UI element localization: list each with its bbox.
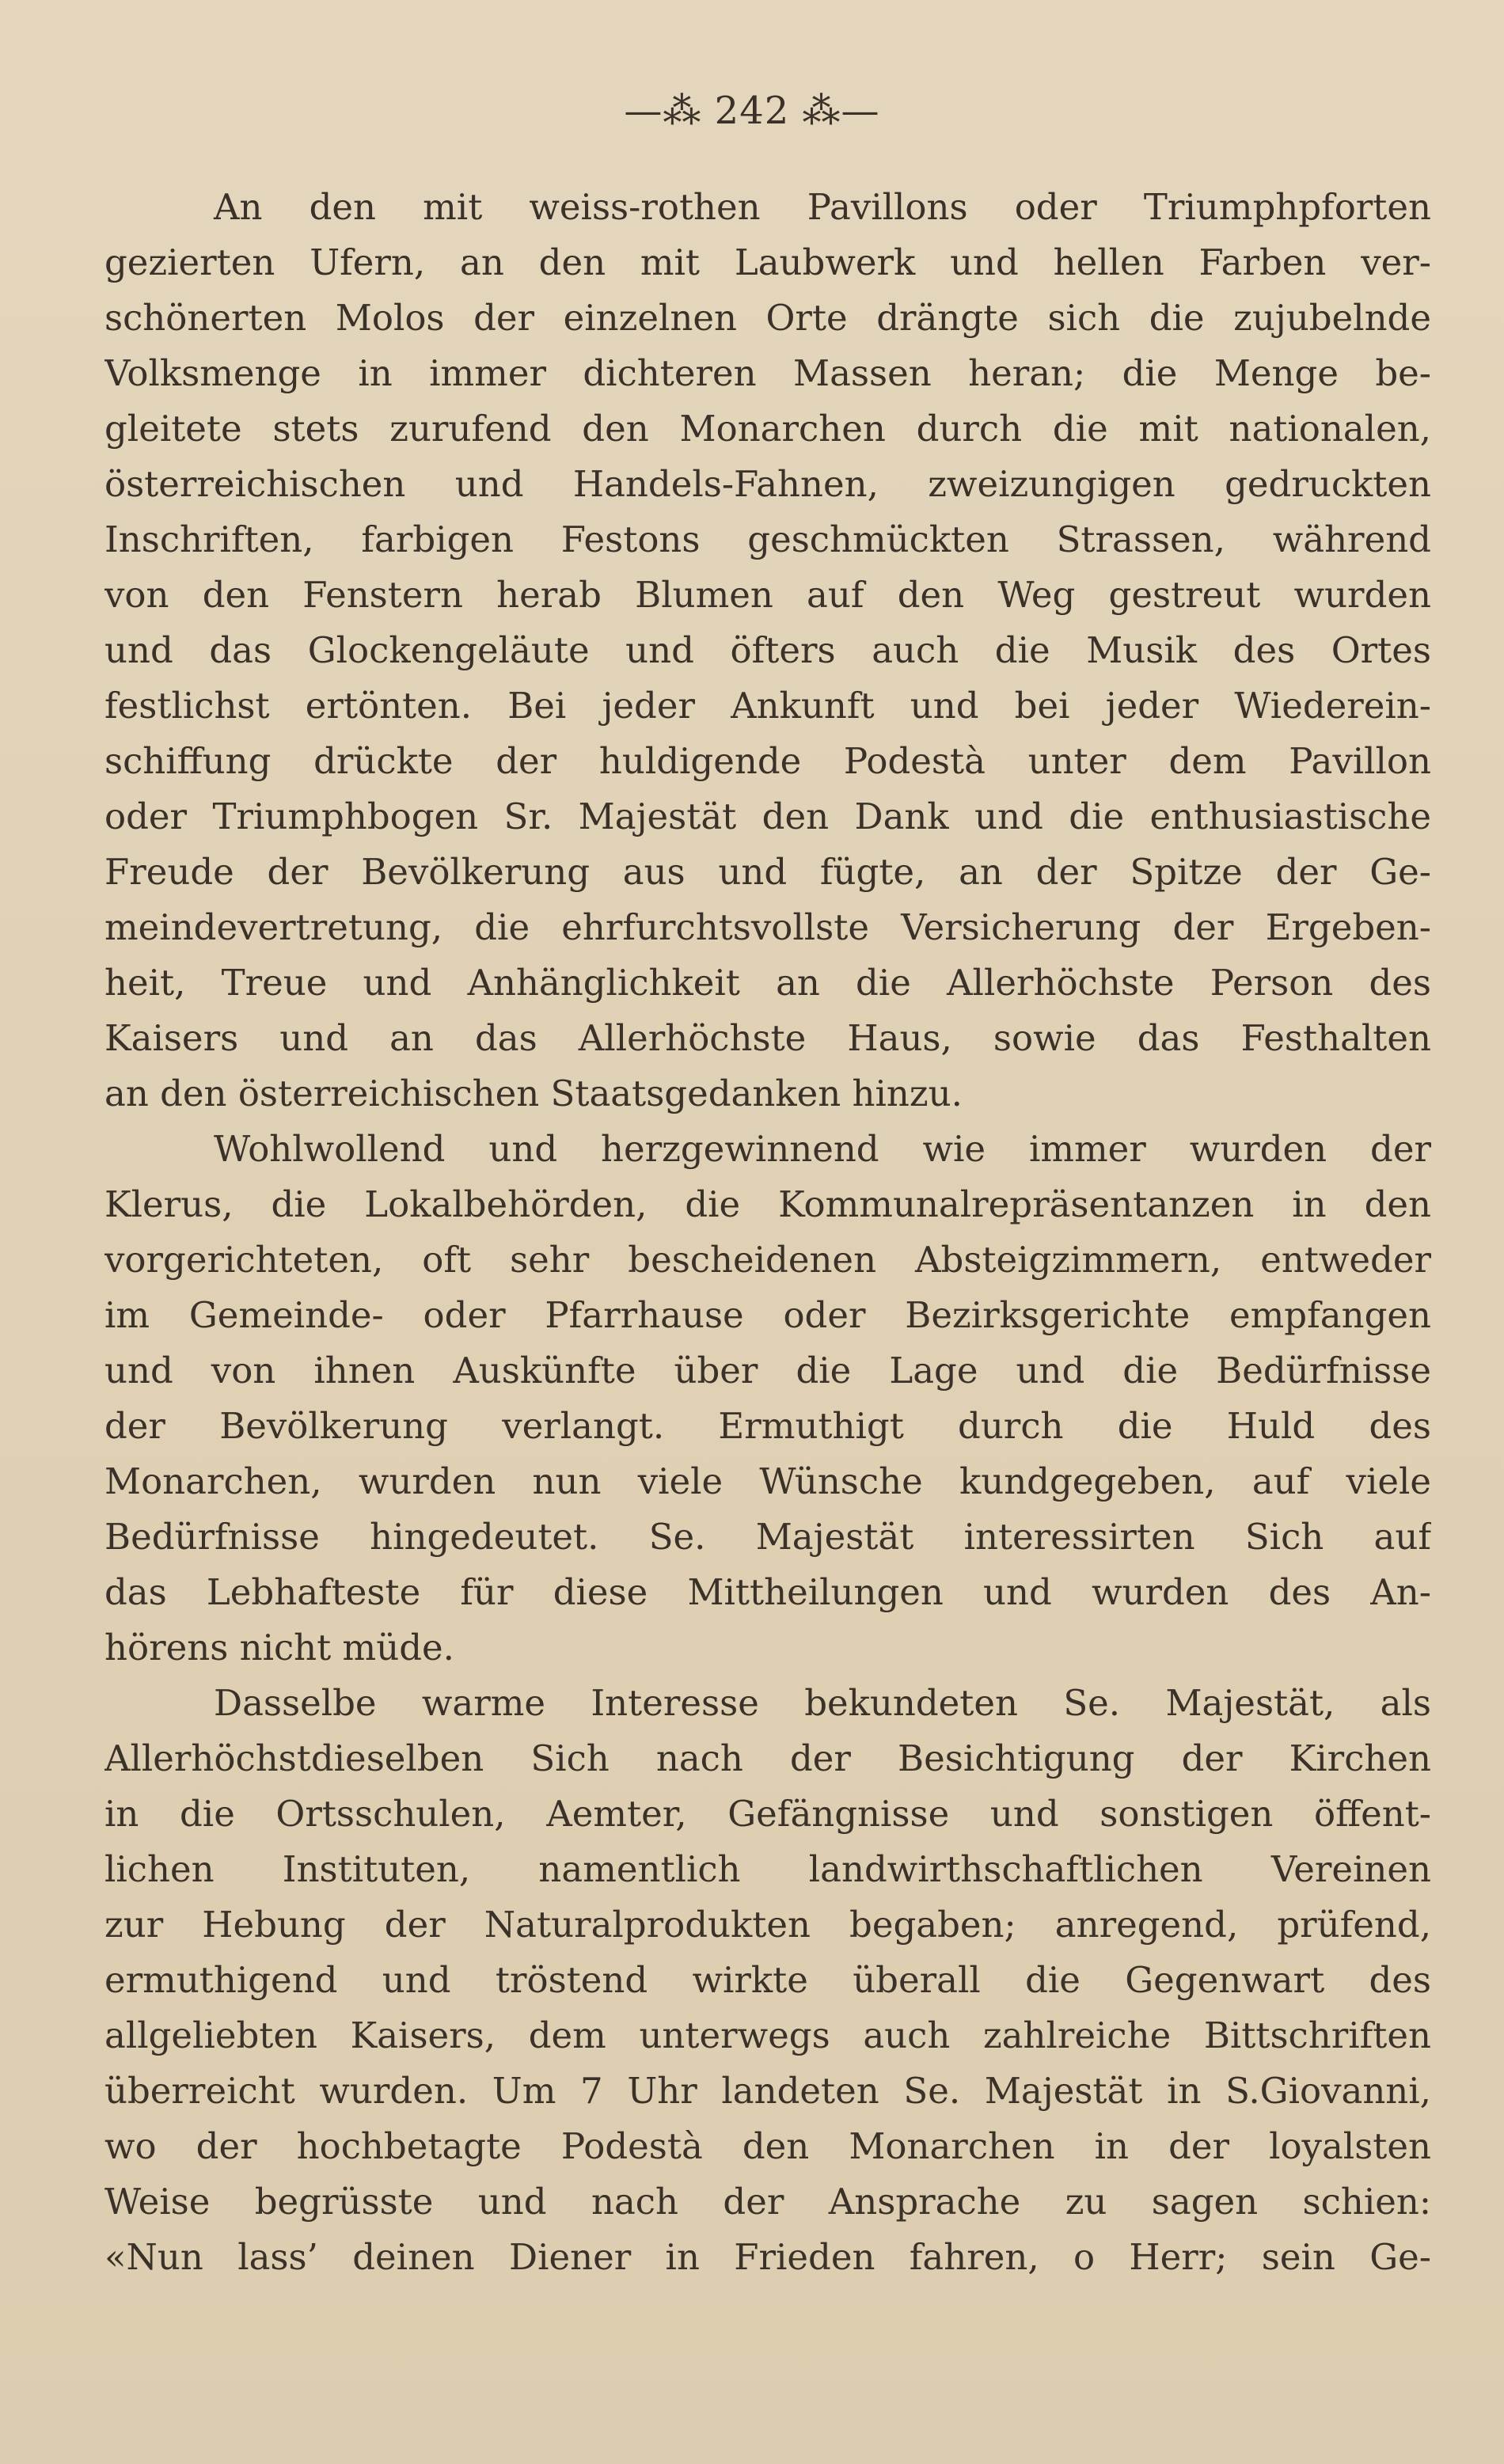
text-line: festlichst ertönten. Bei jeder Ankunft und bei jeder Wiederein- [104, 685, 1431, 727]
text-line: oder Triumphbogen Sr. Majestät den Dank und die enthusiastische [104, 795, 1431, 837]
page-number: —⁂ 242 ⁂— [624, 89, 880, 133]
text-line: vorgerichteten, oft sehr bescheidenen Absteigzimmern, entweder [104, 1239, 1431, 1281]
text-line: Dasselbe warme Interesse bekundeten Se. Majestät, als [214, 1682, 1431, 1724]
text-line: gezierten Ufern, an den mit Laubwerk und hellen Farben ver- [104, 241, 1431, 283]
text-line: Freude der Bevölkerung aus und fügte, an der Spitze der Ge- [104, 851, 1431, 893]
text-line: der Bevölkerung verlangt. Ermuthigt durch die Huld des [104, 1405, 1431, 1447]
text-line: Inschriften, farbigen Festons geschmückten Strassen, während [104, 518, 1431, 560]
body-text [104, 180, 1431, 2285]
text-line: in die Ortsschulen, Aemter, Gefängnisse und sonstigen öffent- [104, 1793, 1431, 1835]
text-line: im Gemeinde- oder Pfarrhause oder Bezirksgerichte empfangen [104, 1294, 1431, 1336]
text-line: allgeliebten Kaisers, dem unterwegs auch zahlreiche Bittschriften [104, 2014, 1431, 2056]
text-line: Allerhöchstdieselben Sich nach der Besichtigung der Kirchen [104, 1737, 1431, 1779]
text-line: von den Fenstern herab Blumen auf den Weg gestreut wurden [104, 574, 1431, 616]
text-line: Wohlwollend und herzgewinnend wie immer wurden der [214, 1128, 1431, 1170]
text-line: Klerus, die Lokalbehörden, die Kommunalrepräsentanzen in den [104, 1183, 1431, 1225]
text-line: und das Glockengeläute und öfters auch die Musik des Ortes [104, 629, 1431, 671]
text-line: das Lebhafteste für diese Mittheilungen und wurden des An- [104, 1571, 1431, 1613]
text-line: meindevertretung, die ehrfurchtsvollste Versicherung der Ergeben- [104, 906, 1431, 948]
text-line: «Nun lass’ deinen Diener in Frieden fahren, o Herr; sein Ge- [104, 2236, 1431, 2278]
paragraph-1 [104, 180, 1431, 1122]
text-line: Bedürfnisse hingedeutet. Se. Majestät interessirten Sich auf [104, 1516, 1431, 1558]
text-line: heit, Treue und Anhänglichkeit an die Allerhöchste Person des [104, 962, 1431, 1004]
text-line: lichen Instituten, namentlich landwirthschaftlichen Vereinen [104, 1848, 1431, 1890]
text-line: Weise begrüsste und nach der Ansprache zu sagen schien: [104, 2181, 1431, 2223]
text-line: Monarchen, wurden nun viele Wünsche kundgegeben, auf viele [104, 1460, 1431, 1502]
paragraph-3 [104, 1676, 1431, 2285]
text-line: Kaisers und an das Allerhöchste Haus, sowie das Festhalten [104, 1017, 1431, 1059]
paragraph-2 [104, 1122, 1431, 1676]
text-line: ermuthigend und tröstend wirkte überall die Gegenwart des [104, 1959, 1431, 2001]
text-line: gleitete stets zurufend den Monarchen durch die mit nationalen, [104, 408, 1431, 450]
text-line: schönerten Molos der einzelnen Orte drängte sich die zujubelnde [104, 297, 1431, 339]
text-line: schiffung drückte der huldigende Podestà unter dem Pavillon [104, 740, 1431, 782]
text-line: Volksmenge in immer dichteren Massen heran; die Menge be- [104, 352, 1431, 394]
text-line: an den österreichischen Staatsgedanken hinzu. [104, 1073, 963, 1114]
text-line: wo der hochbetagte Podestà den Monarchen in der loyalsten [104, 2125, 1431, 2167]
text-line: und von ihnen Auskünfte über die Lage und die Bedürfnisse [104, 1350, 1431, 1391]
text-line: hörens nicht müde. [104, 1627, 454, 1669]
text-line: österreichischen und Handels-Fahnen, zweizungigen gedruckten [104, 463, 1431, 505]
text-line: An den mit weiss-rothen Pavillons oder Triumphpforten [214, 186, 1431, 228]
text-line: überreicht wurden. Um 7 Uhr landeten Se. Majestät in S.Giovanni, [104, 2070, 1431, 2112]
text-line: zur Hebung der Naturalprodukten begaben; anregend, prüfend, [104, 1904, 1431, 1946]
